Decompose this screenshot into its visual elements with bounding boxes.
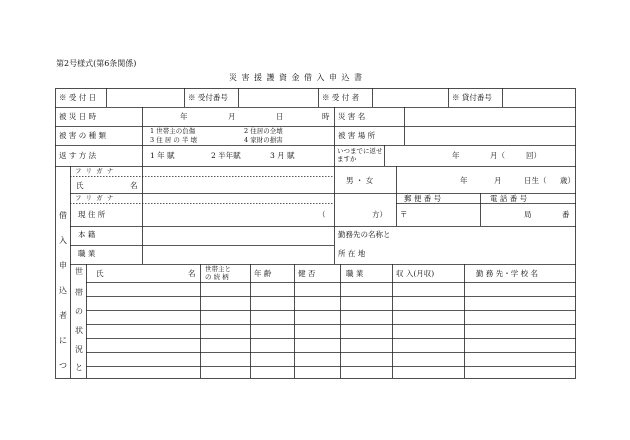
damage-place-label: 被 害 場 所 xyxy=(338,131,376,140)
damage-option-2: 2 住居の全壊 xyxy=(244,127,283,135)
repay-until-label-1: いつまでに返せ xyxy=(337,147,383,155)
repay-method-label: 返 す 方 法 xyxy=(59,151,97,160)
household-school-label: 勤 務 先・学 校 名 xyxy=(476,269,539,278)
repay-until-label-2: ますか xyxy=(337,155,357,163)
postal-code-label: 郵 便 番 号 xyxy=(404,194,442,203)
damage-type-label: 被 害 の 種 類 xyxy=(59,131,107,140)
repay-semiannual: 2 半年賦 xyxy=(211,151,241,160)
disaster-date-label: 被 災 日 時 xyxy=(59,112,97,121)
relation-label-1: 世帯主と xyxy=(205,265,231,273)
damage-option-3: 3 住 居 の 半 壊 xyxy=(150,136,197,144)
address-label: 現 住 所 xyxy=(78,210,106,219)
domicile-label: 本 籍 xyxy=(78,230,96,239)
repay-annual: 1 年 賦 xyxy=(150,151,175,160)
household-name-label-b: 名 xyxy=(188,269,196,278)
form-number: 第2号様式(第6条関係) xyxy=(56,59,137,68)
disaster-name-label: 災 害 名 xyxy=(338,112,366,121)
household-income-label: 収 入(月収) xyxy=(396,269,435,278)
household-name-label-a: 氏 xyxy=(96,269,104,278)
birth-day-label: 日生（ xyxy=(524,176,547,185)
workplace-label: 勤務先の名称と xyxy=(338,230,391,239)
birth-month-label: 月 xyxy=(494,176,502,185)
repay-times-label: 回） xyxy=(526,151,541,160)
address-paren-open: （ xyxy=(318,210,326,219)
loan-number-label: ※ 貸付番号 xyxy=(452,93,492,102)
birth-year-label: 年 xyxy=(460,176,468,185)
received-date-label: ※ 受 付 日 xyxy=(59,93,97,102)
household-age-label: 年 齢 xyxy=(254,269,272,278)
address-paren-close: 方） xyxy=(372,210,387,219)
hour-label: 時 xyxy=(322,112,330,121)
age-label: 歳） xyxy=(560,176,575,185)
household-occupation-label: 職 業 xyxy=(346,269,364,278)
relation-label-2: の 続 柄 xyxy=(205,273,229,281)
number-label: 番 xyxy=(562,210,570,219)
household-health-label: 健 否 xyxy=(298,269,316,278)
occupation-label: 職 業 xyxy=(78,249,96,258)
repay-monthly: 3 月 賦 xyxy=(270,151,295,160)
repay-year-label: 年 xyxy=(452,151,460,160)
station-label: 局 xyxy=(524,210,532,219)
location-label: 所 在 地 xyxy=(338,249,366,258)
damage-option-4: 4 家財の損害 xyxy=(244,136,283,144)
name-label-b: 名 xyxy=(130,181,138,190)
receiver-label: ※ 受 付 者 xyxy=(322,93,360,102)
year-label: 年 xyxy=(180,112,188,121)
postal-mark: 〒 xyxy=(400,210,408,219)
furigana-label-2: フ リ ガ ナ xyxy=(75,194,115,202)
day-label: 日 xyxy=(276,112,284,121)
repay-month-label: 月（ xyxy=(490,151,505,160)
sex-label: 男 ・ 女 xyxy=(346,176,374,185)
month-label: 月 xyxy=(228,112,236,121)
phone-number-label: 電 話 番 号 xyxy=(490,194,528,203)
document-title: 災害援護資金借入申込書 xyxy=(229,73,367,82)
furigana-label: フ リ ガ ナ xyxy=(75,167,115,175)
name-label-a: 氏 xyxy=(76,181,84,190)
received-number-label: ※ 受付番号 xyxy=(188,93,228,102)
damage-option-1: 1 世帯主の負傷 xyxy=(150,127,196,135)
